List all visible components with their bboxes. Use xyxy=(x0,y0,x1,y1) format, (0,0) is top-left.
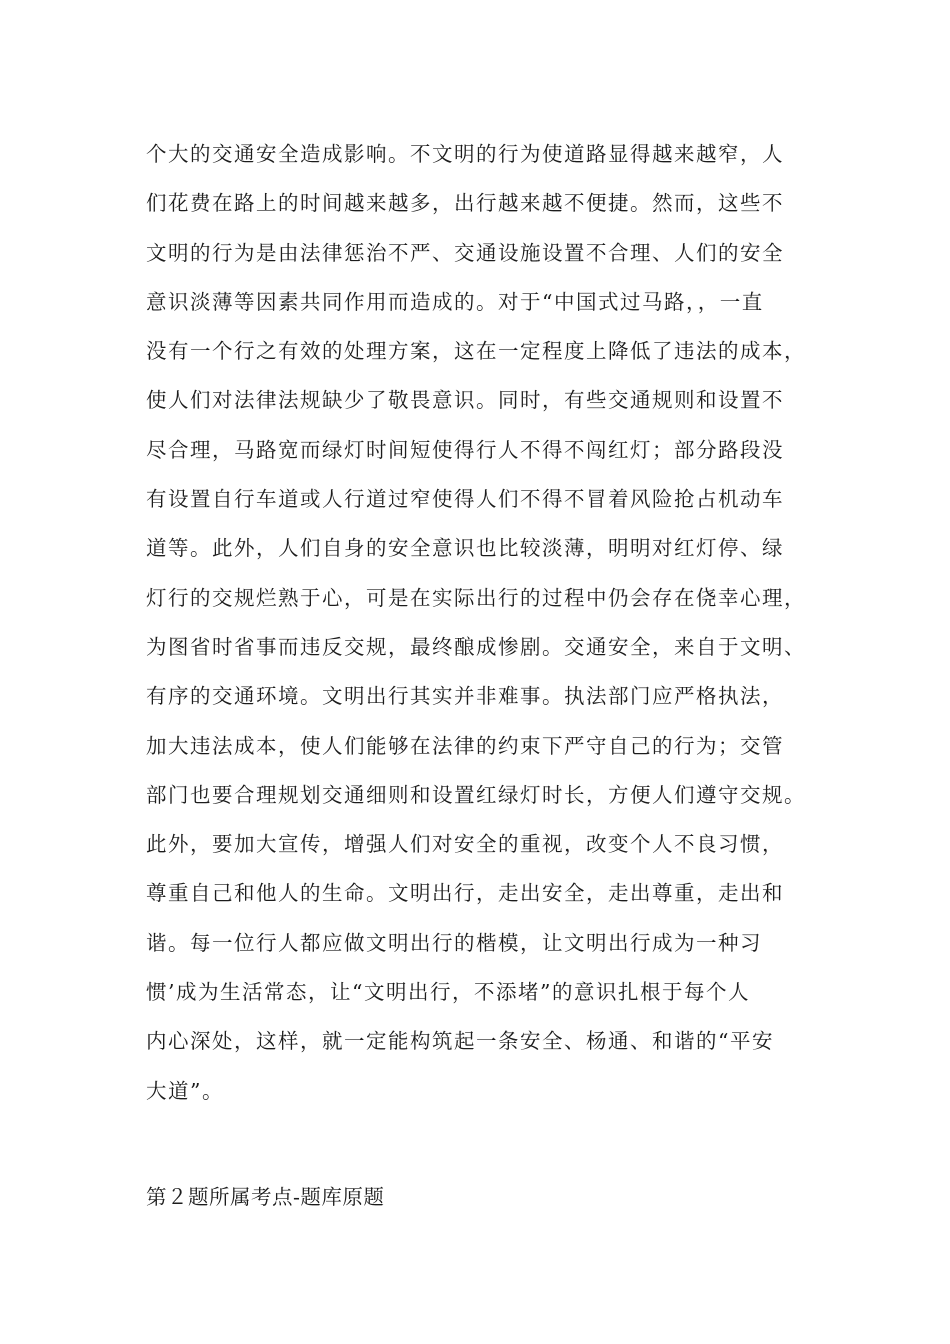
paragraph-line: 使人们对法律法规缺少了敬畏意识。同时，有些交通规则和设置不 xyxy=(146,388,784,413)
paragraph-line: 个大的交通安全造成影响。不文明的行为使道路显得越来越窄，人 xyxy=(146,142,784,166)
paragraph-line: 道等。此外，人们自身的安全意识也比较淡薄，明明对红灯停、绿 xyxy=(146,536,784,561)
paragraph-line: 此外，要加大宣传，增强人们对安全的重视，改变个人不良习惯， xyxy=(146,832,784,857)
paragraph-line: 谐。每一位行人都应做文明出行的楷模，让文明出行成为一种习 xyxy=(146,930,762,955)
paragraph-line: 灯行的交规烂熟于心，可是在实际出行的过程中仍会存在侥幸心理， xyxy=(146,585,806,610)
paragraph-line: 惯’成为生活常态，让“文明出行，不添堵”的意识扎根于每个人 xyxy=(146,980,750,1005)
paragraph-line: 大道”。 xyxy=(146,1078,224,1103)
paragraph-line: 文明的行为是由法律惩治不严、交通设施设置不合理、人们的安全 xyxy=(146,240,784,265)
question-topic-label: 第２题所属考点-题库原题 xyxy=(146,1185,385,1209)
paragraph-line: 有序的交通环境。文明出行其实并非难事。执法部门应严格执法， xyxy=(146,684,784,709)
paragraph-line: 为图省时省事而违反交规，最终酿成惨剧。交通安全，来自于文明、 xyxy=(146,634,806,659)
paragraph-line: 意识淡薄等因素共同作用而造成的。对于“中国式过马路，，一直 xyxy=(146,289,764,314)
paragraph-line: 部门也要合理规划交通细则和设置红绿灯时长，方便人们遵守交规。 xyxy=(146,782,806,807)
paragraph-line: 尊重自己和他人的生命。文明出行，走出安全，走出尊重，走出和 xyxy=(146,881,784,906)
paragraph-line: 内心深处，这样，就一定能构筑起一条安全、杨通、和谐的“平安 xyxy=(146,1029,774,1054)
paragraph-line: 尽合理，马路宽而绿灯时间短使得行人不得不闯红灯；部分路段没 xyxy=(146,437,784,462)
essay-paragraph xyxy=(146,130,836,1116)
paragraph-line: 们花费在路上的时间越来越多，出行越来越不便捷。然而，这些不 xyxy=(146,191,784,216)
paragraph-line: 有设置自行车道或人行道过窄使得人们不得不冒着风险抢占机动车 xyxy=(146,487,784,512)
paragraph-line: 加大违法成本，使人们能够在法律的约束下严守自己的行为；交管 xyxy=(146,733,784,758)
paragraph-line: 没有一个行之有效的处理方案，这在一定程度上降低了违法的成本， xyxy=(146,339,806,364)
